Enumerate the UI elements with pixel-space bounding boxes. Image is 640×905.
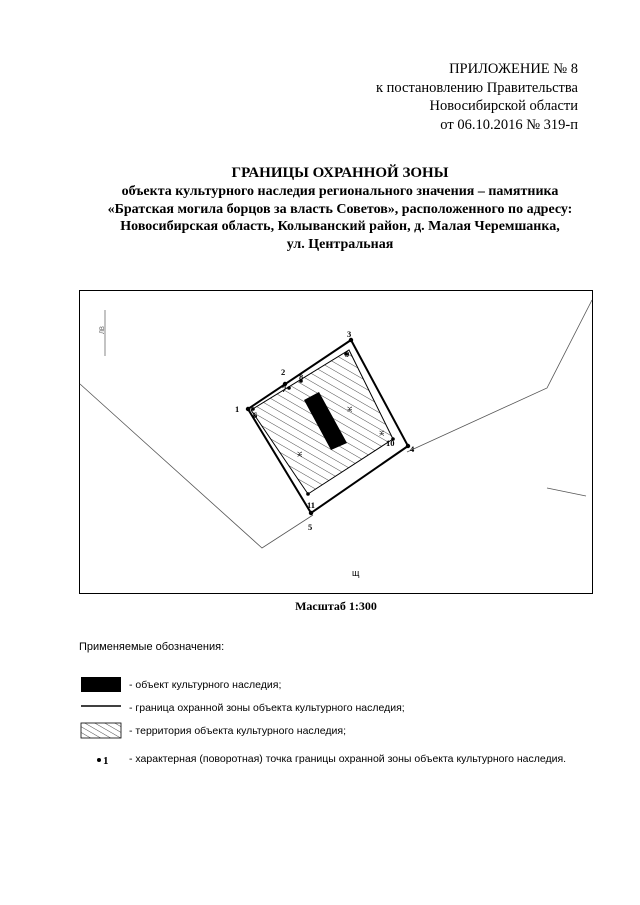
legend-item-point — [79, 748, 624, 772]
point-9-label: 9 — [345, 349, 350, 359]
point-11-dot — [306, 492, 310, 496]
point-1-label: 1 — [235, 404, 240, 414]
point-1-dot — [246, 407, 250, 411]
plan-mark-zh-1: Ж — [348, 406, 354, 412]
point-5-dot — [309, 511, 313, 515]
legend-boundary-symbol — [79, 697, 125, 721]
title-line-2: «Братская могила борцов за власть Советов», расположенного по адресу: — [107, 201, 573, 217]
point-11-label: 11 — [307, 500, 316, 510]
north-marker — [100, 310, 106, 356]
document-title — [60, 163, 620, 253]
point-2-label: 2 — [281, 367, 286, 377]
point-10-label: 10 — [386, 438, 395, 448]
appendix-header — [376, 60, 578, 134]
title-line-1: объекта культурного наследия регионального значения – памятника — [121, 184, 559, 199]
plan-mark-lv: ЛВ — [100, 326, 106, 334]
scale-label: Масштаб 1:300 — [295, 599, 377, 613]
legend-title: Применяемые обозначения: — [79, 641, 225, 653]
appendix-date: от 06.10.2016 № 319-п — [440, 116, 578, 133]
legend-item-object — [79, 674, 624, 698]
site-plan — [79, 290, 593, 594]
legend-object-label: - объект культурного наследия; — [129, 679, 282, 691]
point-4-label: 4 — [410, 444, 415, 454]
title-line-3: Новосибирская область, Колыванский район, д. Малая Черемшанка, — [120, 219, 560, 234]
appendix-resolution: к постановлению Правительства — [376, 79, 578, 96]
legend-item-territory — [79, 720, 624, 744]
plan-mark-zh-2: Ж — [380, 430, 386, 436]
legend-point-label: - характерная (поворотная) точка границы охранной зоны объекта культурного наследия. — [129, 753, 567, 765]
point-7-dot — [287, 386, 291, 390]
title-line-4: ул. Центральная — [286, 236, 394, 252]
legend-point-number: 1 — [103, 755, 109, 767]
point-8-label: 8 — [299, 372, 304, 382]
appendix-number: ПРИЛОЖЕНИЕ № 8 — [449, 61, 578, 77]
point-7-label: 7 — [282, 384, 287, 394]
point-5-label: 5 — [308, 522, 313, 532]
plan-mark-zh-3: Ж — [298, 451, 304, 457]
legend-boundary-label: - граница охранной зоны объекта культурного наследия; — [129, 702, 405, 714]
title-main: ГРАНИЦЫ ОХРАННОЙ ЗОНЫ — [231, 165, 449, 181]
legend-territory-symbol — [79, 720, 125, 744]
appendix-region: Новосибирской области — [429, 98, 578, 114]
road-line-right — [407, 300, 592, 452]
legend-point-symbol — [79, 748, 125, 772]
legend-territory-label: - территория объекта культурного наследия; — [129, 725, 347, 737]
legend-object-symbol — [79, 674, 125, 698]
point-6-label: 6 — [253, 410, 258, 420]
point-3-label: 3 — [347, 329, 352, 339]
road-line-corner — [547, 488, 586, 496]
plan-mark-shch: щ — [352, 568, 360, 578]
legend-item-boundary — [79, 697, 624, 721]
